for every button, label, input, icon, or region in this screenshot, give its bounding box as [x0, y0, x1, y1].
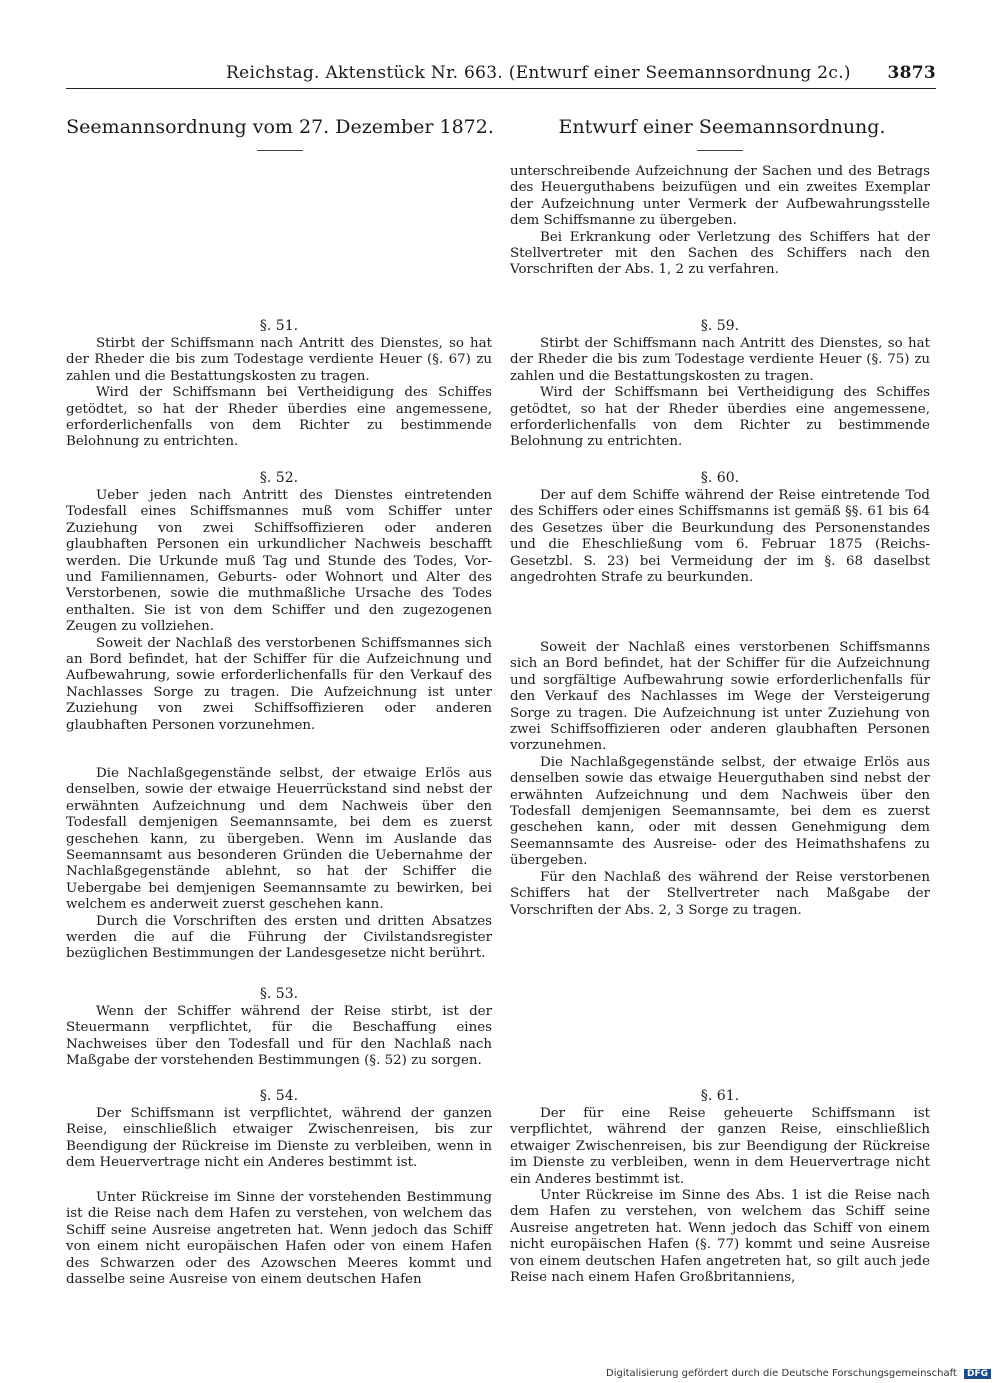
section-body-60: [510, 488, 930, 586]
section-body-52: [66, 488, 492, 734]
paragraph: Der auf dem Schiffe während der Reise eintretende Tod des Schiffers oder eines Schiffsmanns ist gemäß §§. 61 bis 64 des Gesetzes über die Beurkundung des Personenstandes und die Eheschließung vom 6. Februar 1875 (Reichs-Gesetzbl. S. 23) bei Vermeidung der im §. 68 daselbst angedrohten Strafe zu beurkunden.: [510, 488, 930, 586]
section-heading: §. 61.: [700, 1088, 740, 1104]
paragraph: Für den Nachlaß des während der Reise verstorbenen Schiffers hat der Stellvertreter nach Maßgabe der Vorschriften der Abs. 2, 3 Sorge zu tragen.: [510, 869, 930, 918]
section-body-60b: [510, 640, 930, 919]
paragraph: Unter Rückreise im Sinne des Abs. 1 ist die Reise nach dem Hafen zu verstehen, von welchem das Schiff seine Ausreise angetreten hat. Wenn jedoch das Schiff von einem nicht europäischen Hafen (§. 77) kommt und seine Ausreise von einem deutschen Hafen angetreten hat, so gilt auch jede Reise nach einem Hafen Großbritanniens,: [510, 1188, 930, 1286]
footer-credit: [606, 1368, 991, 1379]
paragraph: Durch die Vorschriften des ersten und dritten Absatzes werden die auf die Führung der Civilstandsregister bezüglichen Bestimmungen der Landesgesetze nicht berührt.: [66, 913, 492, 962]
paragraph: Soweit der Nachlaß eines verstorbenen Schiffsmanns sich an Bord befindet, hat der Schiffer für die Aufzeichnung und sorgfältige Aufbewahrung sowie erforderlichenfalls für den Verkauf des Nachlasses im Wege der Versteigerung Sorge zu tragen. Die Aufzeichnung ist unter Zuziehung von zwei Schiffsoffizieren oder anderen glaubhaften Personen vorzunehmen.: [510, 640, 930, 754]
header-title: Reichstag. Aktenstück Nr. 663. (Entwurf einer Seemannsordnung 2c.): [226, 63, 851, 83]
paragraph: Stirbt der Schiffsmann nach Antritt des Dienstes, so hat der Rheder die bis zum Todestage verdiente Heuer (§. 67) zu zahlen und die Bestattungskosten zu tragen.: [66, 336, 492, 384]
paragraph: Wenn der Schiffer während der Reise stirbt, ist der Steuermann verpflichtet, für die Beschaffung eines Nachweises über den Todesfall und für den Nachlaß nach Maßgabe der vorstehenden Bestimmungen (§. 52) zu sorgen.: [66, 1004, 492, 1069]
section-heading: §. 51.: [259, 318, 299, 334]
right-column-title: Entwurf einer Seemannsordnung.: [558, 116, 886, 138]
footer-text: Digitalisierung gefördert durch die Deutsche Forschungsgemeinschaft: [606, 1368, 957, 1379]
paragraph: Stirbt der Schiffsmann nach Antritt des Dienstes, so hat der Rheder die bis zum Todestage verdiente Heuer (§. 75) zu zahlen und die Bestattungskosten zu tragen.: [510, 336, 930, 384]
dfg-logo-icon: DFG: [964, 1369, 991, 1379]
section-body-59: [510, 336, 930, 451]
section-heading: §. 60.: [700, 470, 740, 486]
paragraph: Ueber jeden nach Antritt des Dienstes eintretenden Todesfall eines Schiffsmannes muß vom Schiffer unter Zuziehung von zwei Schiffsoffizieren oder anderen glaubhaften Personen ein urkundlicher Nachweis beschafft werden. Die Urkunde muß Tag und Stunde des Todes, Vor- und Familiennamen, Geburts- oder Wohnort und Alter des Verstorbenen, sowie die muthmaßliche Ursache des Todes enthalten. Sie ist von dem Schiffer und den zugezogenen Zeugen zu vollziehen.: [66, 488, 492, 635]
paragraph: Bei Erkrankung oder Verletzung des Schiffers hat der Stellvertreter mit den Sachen des Schiffers nach den Vorschriften der Abs. 1, 2 zu verfahren.: [510, 229, 930, 278]
paragraph: Wird der Schiffsmann bei Vertheidigung des Schiffes getödtet, so hat der Rheder überdies eine angemessene, erforderlichenfalls von dem Richter zu bestimmende Belohnung zu entrichten.: [510, 385, 930, 450]
paragraph: Wird der Schiffsmann bei Vertheidigung des Schiffes getödtet, so hat der Rheder überdies eine angemessene, erforderlichenfalls von dem Richter zu bestimmende Belohnung zu entrichten.: [66, 385, 492, 450]
paragraph: Die Nachlaßgegenstände selbst, der etwaige Erlös aus denselben sowie das etwaige Heuerguthaben sind nebst der erwähnten Aufzeichnung und dem Nachweis über den Todesfall demjenigen Seemannsamte, bei dem es zuerst geschehen kann, oder mit dessen Genehmigung dem Seemannsamte des Ausreise- oder des Heimathshafens zu übergeben.: [510, 754, 930, 869]
title-rule-right: [697, 150, 743, 151]
section-body-51: [66, 336, 492, 451]
paragraph: unterschreibende Aufzeichnung der Sachen und des Betrags des Heuerguthabens beizufügen und ein zweites Exemplar der Aufzeichnung unter Vermerk der Aufbewahrungsstelle dem Schiffsmanne zu übergeben.: [510, 164, 930, 229]
section-heading: §. 53.: [259, 986, 299, 1002]
paragraph: Soweit der Nachlaß des verstorbenen Schiffsmannes sich an Bord befindet, hat der Schiffer für die Aufzeichnung und Aufbewahrung, sowie erforderlichenfalls für den Verkauf des Nachlasses Sorge zu tragen. Die Aufzeichnung ist unter Zuziehung von zwei Schiffsoffizieren oder anderen glaubhaften Personen vorzunehmen.: [66, 635, 492, 733]
section-body-52b: [66, 766, 492, 963]
section-body-54: [66, 1106, 492, 1172]
right-intro-block: [510, 164, 930, 279]
page-header: [66, 62, 936, 89]
paragraph: Die Nachlaßgegenstände selbst, der etwaige Erlös aus denselben, sowie der etwaige Heuerrückstand sind nebst der erwähnten Aufzeichnung und dem Nachweis über den Todesfall demjenigen Seemannsamte, bei dem es zuerst geschehen kann, zu übergeben. Wenn im Auslande das Seemannsamt aus besonderen Gründen die Uebernahme der Nachlaßgegenstände ablehnt, so hat der Schiffer die Uebergabe bei demjenigen Seemannsamte zu bewirken, bei welchem es anderweit zuerst geschehen kann.: [66, 766, 492, 913]
title-rule-left: [257, 150, 303, 151]
paragraph: Der Schiffsmann ist verpflichtet, während der ganzen Reise, einschließlich etwaiger Zwischenreisen, bis zur Beendigung der Rückreise im Dienste zu verbleiben, wenn in dem Heuervertrage nicht ein Anderes bestimmt ist.: [66, 1106, 492, 1171]
section-body-54b: [66, 1190, 492, 1288]
paragraph: Unter Rückreise im Sinne der vorstehenden Bestimmung ist die Reise nach dem Hafen zu verstehen, von welchem das Schiff seine Ausreise angetreten hat. Wenn jedoch das Schiff von einem nicht europäischen Hafen oder von einem Hafen des Schwarzen oder des Azowschen Meeres kommt und dasselbe seine Ausreise von einem deutschen Hafen: [66, 1190, 492, 1288]
section-body-53: [66, 1004, 492, 1070]
page-number: 3873: [887, 63, 936, 83]
left-column-title: Seemannsordnung vom 27. Dezember 1872.: [66, 116, 494, 138]
paragraph: Der für eine Reise geheuerte Schiffsmann ist verpflichtet, während der ganzen Reise, einschließlich etwaiger Zwischenreisen, bis zur Beendigung der Rückreise im Dienste zu verbleiben, wenn in dem Heuervertrage nicht ein Anderes bestimmt ist.: [510, 1106, 930, 1187]
section-body-61: [510, 1106, 930, 1286]
section-heading: §. 59.: [700, 318, 740, 334]
section-heading: §. 54.: [259, 1088, 299, 1104]
section-heading: §. 52.: [259, 470, 299, 486]
